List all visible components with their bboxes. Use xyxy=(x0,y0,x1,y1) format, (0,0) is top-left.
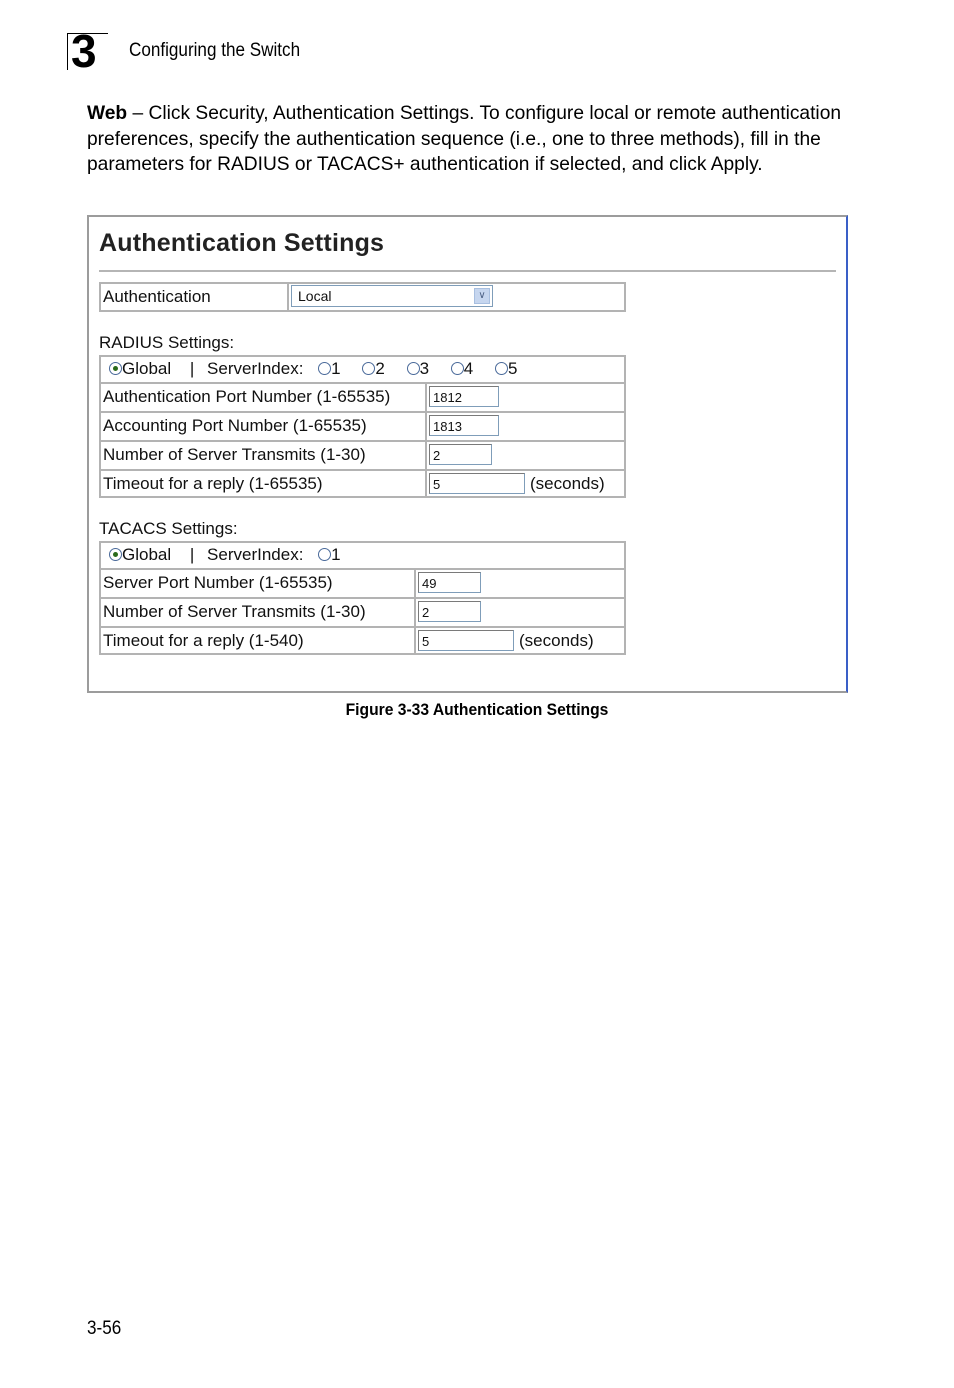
radius-table xyxy=(99,355,626,498)
tacacs-port-input[interactable]: 49 xyxy=(418,572,481,593)
intro-lead: Web xyxy=(87,103,128,124)
radius-server-option: 2 xyxy=(375,359,385,378)
tacacs-port-label: Server Port Number (1-65535) xyxy=(101,570,416,597)
table-row xyxy=(101,628,624,653)
radius-global-label: Global xyxy=(122,359,172,378)
radius-server-option: 1 xyxy=(331,359,341,378)
intro-text: – Click Security, Authentication Settings. To configure local or remote authentication preferences, specify the authentication sequence (i.e., one to three methods), fill in the parameters for RADIUS or TACACS+ authentication if selected, and click Apply. xyxy=(87,103,842,175)
radius-radio-group xyxy=(109,359,534,379)
radius-auth-port-input[interactable]: 1812 xyxy=(429,386,499,407)
radius-auth-port-label: Authentication Port Number (1-65535) xyxy=(101,384,427,411)
tacacs-global-label: Global xyxy=(122,545,172,564)
radio-button-icon[interactable] xyxy=(109,362,122,375)
radius-timeout-label: Timeout for a reply (1-65535) xyxy=(101,471,427,496)
radius-server-index-row xyxy=(101,357,624,384)
radius-transmits-input[interactable]: 2 xyxy=(429,444,492,465)
radius-timeout-unit: (seconds) xyxy=(530,474,605,493)
radius-acct-port-label: Accounting Port Number (1-65535) xyxy=(101,413,427,440)
table-row xyxy=(101,442,624,471)
tacacs-separator: | xyxy=(189,545,195,564)
authentication-row xyxy=(101,284,624,310)
radio-button-icon[interactable] xyxy=(318,362,331,375)
title-divider xyxy=(99,270,836,272)
radius-acct-port-input[interactable]: 1813 xyxy=(429,415,499,436)
figure-caption: Figure 3-33 Authentication Settings xyxy=(345,700,609,719)
authentication-table xyxy=(99,282,626,312)
radius-server-index-label: ServerIndex: xyxy=(207,359,304,378)
chapter-number: 3 xyxy=(71,25,97,77)
tacacs-server-index-row xyxy=(101,543,624,570)
authentication-select-value: Local xyxy=(298,288,332,304)
radio-button-icon[interactable] xyxy=(318,548,331,561)
radio-button-icon[interactable] xyxy=(362,362,375,375)
radio-button-icon[interactable] xyxy=(109,548,122,561)
radio-button-icon[interactable] xyxy=(495,362,508,375)
tacacs-timeout-label: Timeout for a reply (1-540) xyxy=(101,628,416,653)
page-number: 3-56 xyxy=(87,1318,122,1339)
table-row xyxy=(101,384,624,413)
radio-button-icon[interactable] xyxy=(451,362,464,375)
tacacs-radio-group xyxy=(109,545,358,565)
authentication-select-cell xyxy=(289,284,624,310)
authentication-select[interactable] xyxy=(291,285,493,307)
radius-server-option: 4 xyxy=(463,359,474,378)
tacacs-section-label: TACACS Settings: xyxy=(99,519,238,538)
table-row xyxy=(101,471,624,496)
chapter-title: Configuring the Switch xyxy=(129,40,301,61)
table-row xyxy=(101,413,624,442)
radius-server-option: 5 xyxy=(507,359,518,378)
radius-separator: | xyxy=(189,359,195,378)
radio-button-icon[interactable] xyxy=(407,362,420,375)
tacacs-server-option: 1 xyxy=(331,545,341,564)
tacacs-timeout-unit: (seconds) xyxy=(519,631,594,650)
tacacs-server-index-label: ServerIndex: xyxy=(207,545,304,564)
radius-server-option: 3 xyxy=(419,359,430,378)
authentication-label: Authentication xyxy=(101,284,289,310)
radius-transmits-label: Number of Server Transmits (1-30) xyxy=(101,442,427,469)
authentication-settings-panel xyxy=(87,215,848,693)
radius-timeout-input[interactable]: 5 xyxy=(429,473,525,494)
chevron-down-icon[interactable]: ∨ xyxy=(474,288,490,304)
table-row xyxy=(101,570,624,599)
tacacs-timeout-input[interactable]: 5 xyxy=(418,630,514,651)
table-row xyxy=(101,599,624,628)
radius-section-label: RADIUS Settings: xyxy=(99,333,235,352)
tacacs-transmits-input[interactable]: 2 xyxy=(418,601,481,622)
intro-paragraph xyxy=(87,101,847,178)
tacacs-table xyxy=(99,541,626,655)
tacacs-transmits-label: Number of Server Transmits (1-30) xyxy=(101,599,416,626)
panel-title: Authentication Settings xyxy=(99,229,385,257)
